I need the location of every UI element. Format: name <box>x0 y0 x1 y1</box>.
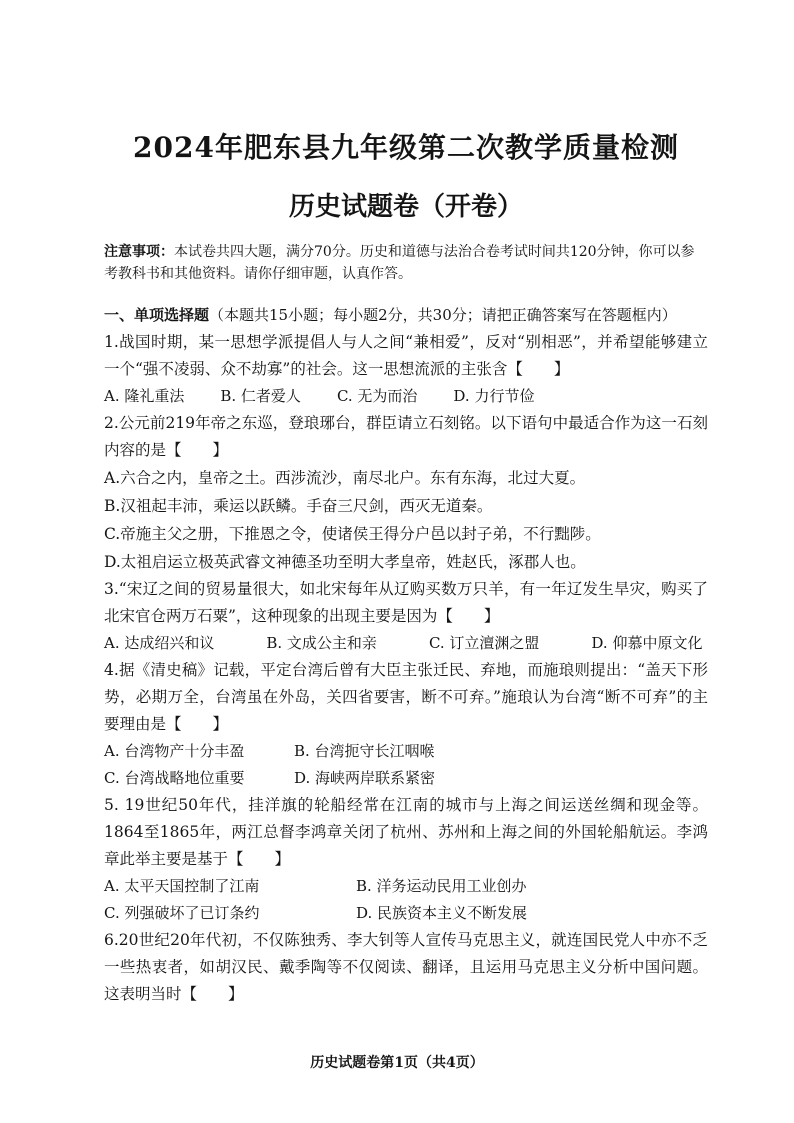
option-d: D. 力行节俭 <box>453 387 535 405</box>
question-4 <box>104 657 708 792</box>
question-1 <box>104 329 708 410</box>
option-d: D.太祖启运立极英武睿文神德圣功至明大孝皇帝，姓赵氏，涿郡人也。 <box>104 553 586 571</box>
option-b: B.汉祖起丰沛，乘运以跃鳞。手奋三尺剑，西灭无道秦。 <box>104 497 493 515</box>
question-stem: 4.据《清史稿》记载，平定台湾后曾有大臣主张迁民、弃地，而施琅则提出：“盖天下形势，必期万全，台湾虽在外岛，关四省要害，断不可弃。”施琅认为台湾“断不可弃”的主要理由是【 】 <box>104 661 708 733</box>
question-stem: 6.20世纪20年代初，不仅陈独秀、李大钊等人宣传马克思主义，就连国民党人中亦不乏一些热衷者，如胡汉民、戴季陶等不仅阅读、翻译，且运用马克思主义分析中国问题。这表明当时【 】 <box>104 931 708 1003</box>
question-options <box>104 630 708 657</box>
question-3 <box>104 576 708 657</box>
option-c: C. 台湾战略地位重要 <box>104 769 245 787</box>
question-stem: 1.战国时期，某一思想学派提倡人与人之间“兼相爱”，反对“别相恶”，并希望能够建立一个“强不凌弱、众不劫寡”的社会。这一思想流派的主张含【 】 <box>104 333 708 378</box>
option-a: A. 达成绍兴和议 <box>104 634 215 652</box>
question-2 <box>104 410 708 576</box>
option-b: B. 洋务运动民用工业创办 <box>356 877 527 895</box>
option-a: A. 隆礼重法 <box>104 387 185 405</box>
option-b: B. 文成公主和亲 <box>266 634 377 652</box>
notice-label: 注意事项： <box>104 244 174 260</box>
option-c: C. 订立澶渊之盟 <box>428 634 540 652</box>
question-options-row2 <box>104 765 708 792</box>
exam-title: 2024年肥东县九年级第二次教学质量检测 <box>133 131 679 164</box>
section-heading <box>104 303 708 327</box>
option-c: C.帝施主父之册，下推恩之令，使诸侯王得分户邑以封子弟，不行黜陟。 <box>104 525 601 543</box>
question-stem: 3.“宋辽之间的贸易量很大，如北宋每年从辽购买数万只羊，有一年辽发生旱灾，购买了北宋官仓两万石粟”，这种现象的出现主要是因为【 】 <box>104 580 708 625</box>
option-a: A. 台湾物产十分丰盈 <box>104 742 245 760</box>
question-stem: 5. 19世纪50年代，挂洋旗的轮船经常在江南的城市与上海之间运送丝绸和现金等。1864至1865年，两江总督李鸿章关闭了杭州、苏州和上海之间的外国轮船航运。李鸿章此举主要是基于【 】 <box>104 796 708 868</box>
page-footer: 历史试题卷第1页（共4页） <box>310 1055 484 1071</box>
option-a: A.六合之内，皇帝之土。西涉流沙，南尽北户。东有东海，北过大夏。 <box>104 469 586 487</box>
question-stem: 2.公元前219年帝之东巡，登琅琊台，群臣请立石刻铭。以下语句中最适合作为这一石刻内容的是【 】 <box>104 414 708 459</box>
option-b: B. 台湾扼守长江咽喉 <box>294 742 435 760</box>
question-6 <box>104 927 708 1008</box>
section-title: 一、单项选择题 <box>104 306 210 324</box>
option-c: C. 无为而治 <box>336 387 418 405</box>
option-b: B. 仁者爱人 <box>220 387 301 405</box>
option-c: C. 列强破坏了已订条约 <box>104 904 260 922</box>
notice-text: 本试卷共四大题，满分70分。历史和道德与法治合卷考试时间共120分钟，你可以参考教科书和其他资料。请你仔细审题，认真作答。 <box>104 244 695 282</box>
question-options <box>104 383 708 410</box>
exam-subtitle: 历史试题卷（开卷） <box>288 192 523 222</box>
option-d: D. 民族资本主义不断发展 <box>356 904 528 922</box>
option-d: D. 仰慕中原文化 <box>591 634 703 652</box>
option-a: A. 太平天国控制了江南 <box>104 877 260 895</box>
question-options-row1 <box>104 873 708 900</box>
question-options-row1 <box>104 738 708 765</box>
exam-notice <box>104 241 708 285</box>
option-d: D. 海峡两岸联系紧密 <box>294 769 436 787</box>
section-note: （本题共15小题；每小题2分，共30分；请把正确答案写在答题框内） <box>209 306 677 324</box>
question-5 <box>104 792 708 927</box>
question-options-row2 <box>104 900 708 927</box>
